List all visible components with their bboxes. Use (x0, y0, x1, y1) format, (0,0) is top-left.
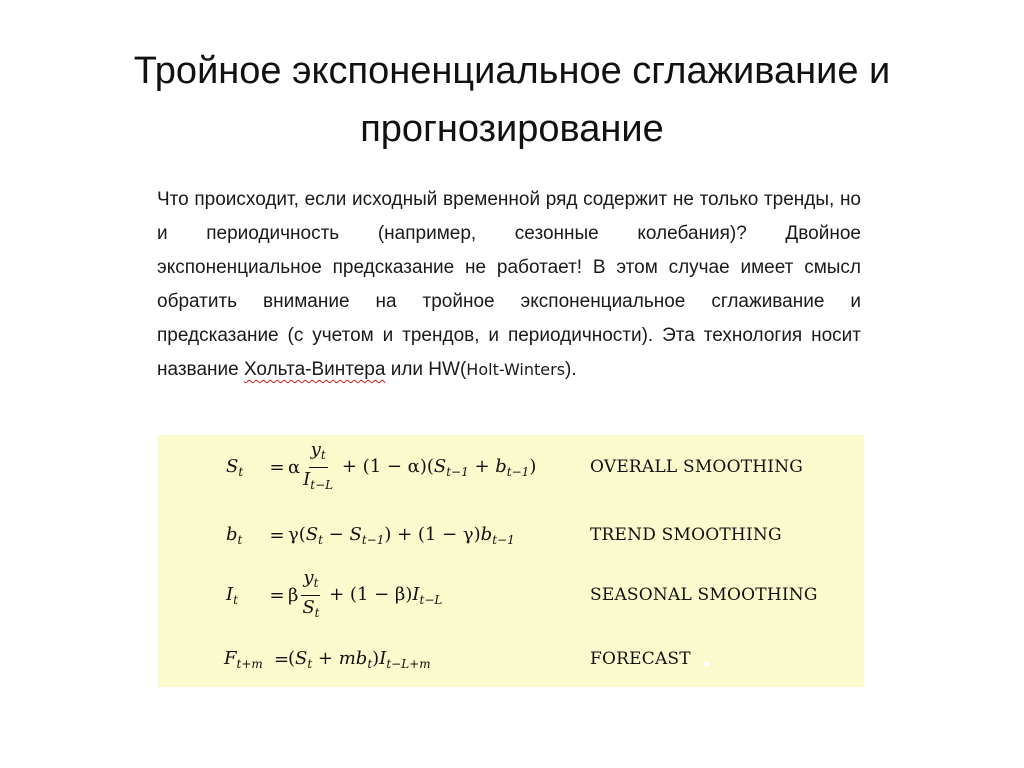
formula-panel (158, 435, 864, 687)
decorative-dot (704, 661, 710, 667)
label-seasonal-smoothing: SEASONAL SMOOTHING (590, 585, 818, 605)
paragraph-mid-text: или HW( (385, 359, 467, 380)
formula-seasonal-smoothing: $I_t$ = β $\frac{y_t}{S_t}$ + $(1 - \beta)I_{t-L}$ (226, 566, 443, 620)
formula-row-seasonal (158, 567, 864, 623)
formula-overall-smoothing: $S_t$ = α $\frac{y_t}{I_{t-L}}$ + $(1 - \alpha)(S_{t-1} + b_{t-1})$ (226, 438, 537, 492)
formula-row-trend (158, 507, 864, 563)
formula-row-overall (158, 439, 864, 495)
formula-row-forecast (158, 631, 864, 687)
formula-trend-smoothing: $b_t$ = $\gamma(S_t - S_{t-1}) + (1 - \gamma)b_{t-1}$ (226, 523, 515, 547)
slide-title: Тройное экспоненциальное сглаживание и прогнозирование (133, 50, 891, 150)
label-trend-smoothing: TREND SMOOTHING (590, 525, 782, 545)
paragraph-end-text: ). (565, 359, 577, 380)
paragraph-main-text: Что происходит, если исходный временной ряд содержит не только тренды, но и периодичность (например, сезонные колебания)? Двойное экспоненциальное предсказание не работает! В этом случае имеет смысл обратить внимание на тройное экспоненциальное сглаживание и предсказание (с учетом и трендов, и периодичности). Эта технология носит название (157, 189, 861, 380)
holt-winters-latin-name: Holt-Winters (466, 360, 566, 379)
label-forecast: FORECAST (590, 649, 691, 669)
formula-forecast: $F_{t+m}$ = $(S_t + mb_t)I_{t-L+m}$ (224, 647, 431, 671)
holt-winters-russian-name: Хольта-Винтера (243, 359, 386, 380)
label-overall-smoothing: OVERALL SMOOTHING (590, 457, 804, 477)
body-paragraph (157, 183, 861, 387)
